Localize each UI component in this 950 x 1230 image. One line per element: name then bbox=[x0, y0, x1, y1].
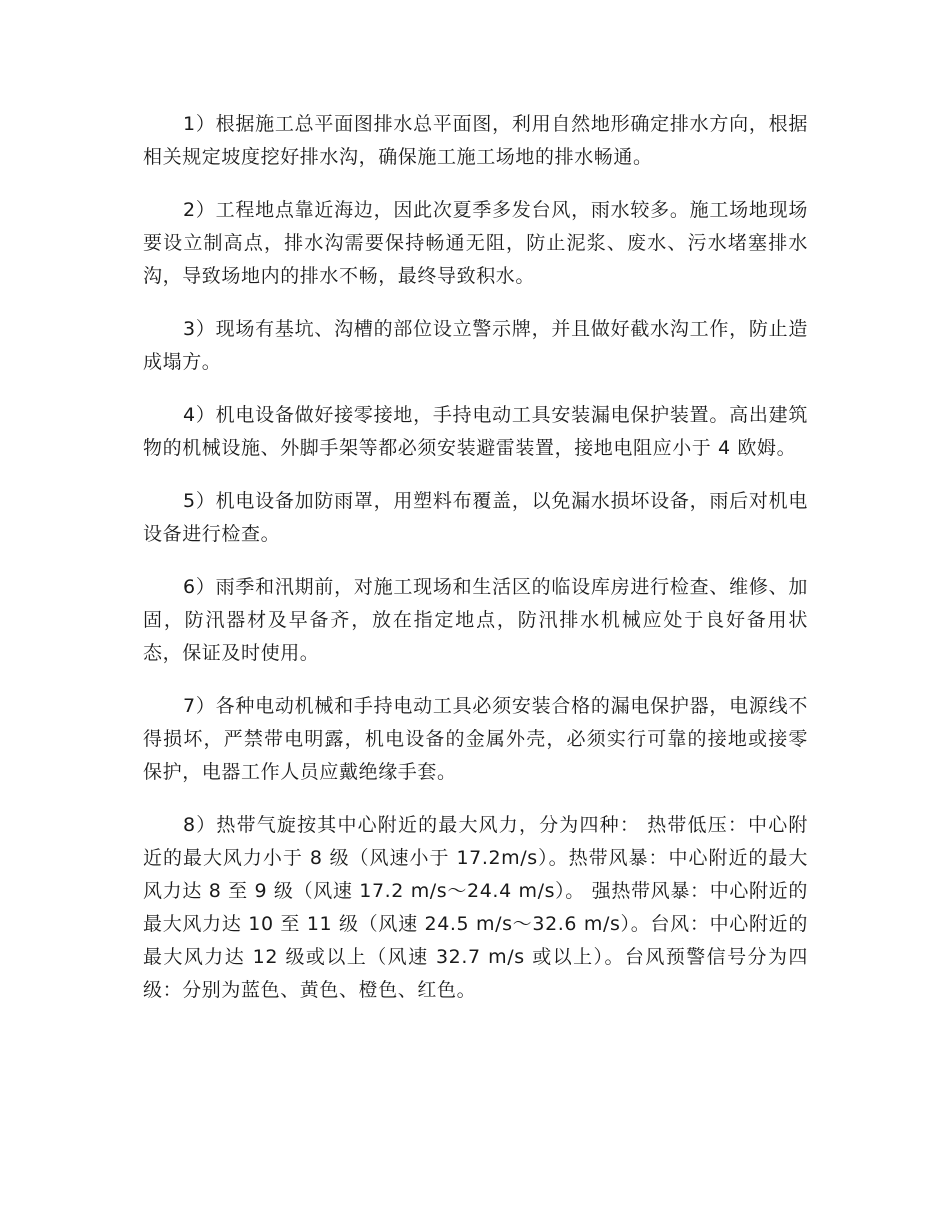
document-body bbox=[143, 108, 808, 1027]
paragraph-6: 6）雨季和汛期前，对施工现场和生活区的临设库房进行检查、维修、加固，防汛器材及早备齐，放在指定地点，防汛排水机械应处于良好备用状态，保证及时使用。 bbox=[143, 576, 808, 664]
paragraph-8: 8）热带气旋按其中心附近的最大风力，分为四种： 热带低压：中心附近的最大风力小于 8 级（风速小于 17.2m/s）。热带风暴：中心附近的最大风力达 8 至 9 级（风速 17.2 m/s～24.4 m/s）。 强热带风暴：中心附近的最大风力达 10 至 11 级（风速 24.5 m/s～32.6 m/s）。台风：中心附近的最大风力达 12 级或以上（风速 32.7 m/s 或以上）。台风预警信号分为四级：分别为蓝色、黄色、橙色、红色。 bbox=[143, 814, 808, 1001]
paragraph-7: 7）各种电动机械和手持电动工具必须安装合格的漏电保护器，电源线不得损坏，严禁带电明露，机电设备的金属外壳，必须实行可靠的接地或接零保护，电器工作人员应戴绝缘手套。 bbox=[143, 695, 808, 783]
paragraph-1: 1）根据施工总平面图排水总平面图，利用自然地形确定排水方向，根据相关规定坡度挖好排水沟，确保施工施工场地的排水畅通。 bbox=[143, 113, 808, 168]
paragraph-5: 5）机电设备加防雨罩，用塑料布覆盖，以免漏水损坏设备，雨后对机电设备进行检查。 bbox=[143, 490, 808, 545]
paragraph-4: 4）机电设备做好接零接地，手持电动工具安装漏电保护装置。高出建筑物的机械设施、外脚手架等都必须安装避雷装置，接地电阻应小于 4 欧姆。 bbox=[143, 404, 808, 459]
paragraph-3: 3）现场有基坑、沟槽的部位设立警示牌，并且做好截水沟工作，防止造成塌方。 bbox=[143, 318, 808, 373]
paragraph-2: 2）工程地点靠近海边，因此次夏季多发台风，雨水较多。施工场地现场要设立制高点，排水沟需要保持畅通无阻，防止泥浆、废水、污水堵塞排水沟，导致场地内的排水不畅，最终导致积水。 bbox=[143, 199, 808, 287]
